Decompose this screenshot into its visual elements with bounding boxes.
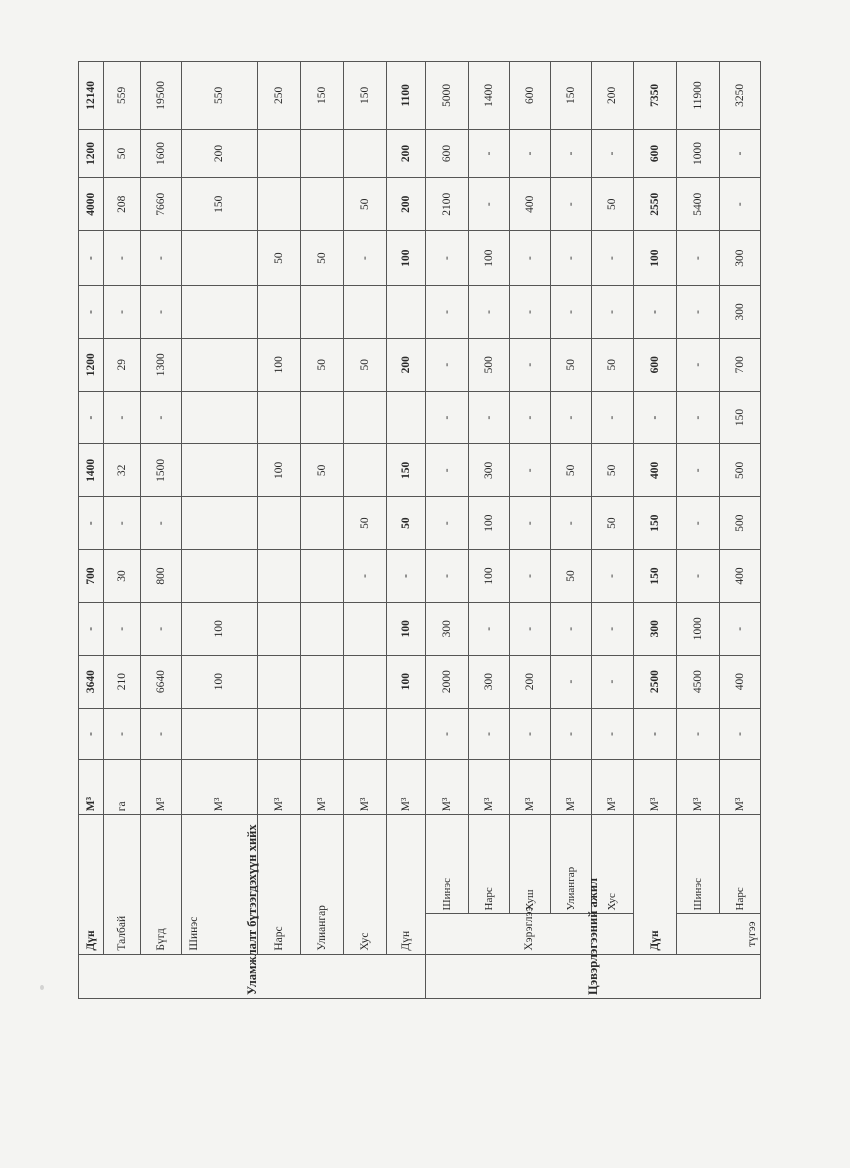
cell: 7660: [140, 178, 181, 231]
cell: [343, 708, 386, 760]
cell: 50: [300, 444, 343, 497]
cell: 150: [181, 178, 257, 231]
cell: -: [103, 391, 140, 444]
cell: -: [592, 286, 633, 339]
row-label: Улиангар: [300, 815, 343, 954]
cell: [181, 286, 257, 339]
cell: 500: [719, 444, 760, 497]
cell: [300, 602, 343, 655]
rotated-table-frame: [78, 61, 761, 999]
cell: 150: [300, 62, 343, 130]
cell: 1200: [79, 129, 104, 178]
group-stock: [676, 914, 760, 954]
cell: 50: [300, 231, 343, 286]
group-harvest: [426, 906, 633, 954]
cell: 50: [343, 497, 386, 550]
cell: -: [510, 391, 551, 444]
cell: -: [551, 602, 592, 655]
cell: [181, 497, 257, 550]
row-label: Талбай: [103, 815, 140, 954]
table-row: [633, 62, 676, 999]
cell: -: [140, 391, 181, 444]
table-row: [426, 62, 469, 999]
cell: 50: [592, 497, 633, 550]
cell: -: [426, 286, 469, 339]
row-unit: М³: [469, 760, 510, 815]
cell: [257, 708, 300, 760]
cell: 600: [633, 338, 676, 391]
cell: 3250: [719, 62, 760, 130]
cell: -: [510, 129, 551, 178]
cell: -: [426, 231, 469, 286]
cell: [181, 231, 257, 286]
table-row: [551, 62, 592, 999]
cell: [343, 444, 386, 497]
cell: -: [592, 129, 633, 178]
row-unit: М³: [633, 760, 676, 815]
cell: [257, 602, 300, 655]
cell: 100: [387, 231, 426, 286]
cell: [343, 391, 386, 444]
cell: -: [551, 178, 592, 231]
cell: -: [510, 708, 551, 760]
cell: -: [633, 286, 676, 339]
cell: [181, 338, 257, 391]
cell: 1400: [79, 444, 104, 497]
cell: -: [551, 129, 592, 178]
cell: 29: [103, 338, 140, 391]
category-label: Уламжлалт бүтээгдэхүүн хийх: [244, 824, 259, 995]
cell: -: [676, 497, 719, 550]
cell: 150: [551, 62, 592, 130]
cell: [181, 444, 257, 497]
scan-speck: [40, 985, 44, 990]
cell: -: [551, 655, 592, 708]
cell: 1100: [387, 62, 426, 130]
cell: -: [140, 286, 181, 339]
cell: 100: [181, 655, 257, 708]
cell: 3640: [79, 655, 104, 708]
cell: -: [426, 550, 469, 603]
cell: -: [510, 231, 551, 286]
cell: -: [79, 497, 104, 550]
cell: 600: [510, 62, 551, 130]
cell: 50: [387, 497, 426, 550]
cell: 30: [103, 550, 140, 603]
cell: 600: [426, 129, 469, 178]
cell: -: [510, 444, 551, 497]
cell: 300: [719, 286, 760, 339]
cell: 50: [592, 178, 633, 231]
cell: 50: [551, 338, 592, 391]
cell: [343, 602, 386, 655]
row-label: Дүн: [633, 815, 676, 954]
cell: 500: [469, 338, 510, 391]
table-row: [300, 62, 343, 999]
row-unit: М³: [257, 760, 300, 815]
cell: 50: [343, 338, 386, 391]
cell: 300: [719, 231, 760, 286]
cell: -: [103, 602, 140, 655]
cell: 12140: [79, 62, 104, 130]
cell: 500: [719, 497, 760, 550]
cell: 400: [719, 550, 760, 603]
cell: [300, 178, 343, 231]
cell: [343, 286, 386, 339]
cell: -: [676, 391, 719, 444]
cell: 4500: [676, 655, 719, 708]
cell: -: [592, 655, 633, 708]
category-label: Цэвэрлэгээний ажил: [585, 877, 600, 995]
cell: -: [592, 708, 633, 760]
cell: 11900: [676, 62, 719, 130]
cell: -: [103, 286, 140, 339]
cell: 1000: [676, 129, 719, 178]
row-unit: М³: [676, 760, 719, 815]
table-row: [510, 62, 551, 999]
cell: 50: [103, 129, 140, 178]
cell: 300: [469, 655, 510, 708]
cell: 250: [257, 62, 300, 130]
cell: -: [469, 286, 510, 339]
row-label: Дүн: [79, 815, 104, 954]
cell: [257, 550, 300, 603]
table-row: [592, 62, 633, 999]
cell: -: [140, 708, 181, 760]
row-unit: М³: [719, 760, 760, 815]
row-label: Хуш: [510, 815, 551, 914]
cell: 4000: [79, 178, 104, 231]
cell: -: [551, 231, 592, 286]
cell: -: [633, 708, 676, 760]
table-row: [343, 62, 386, 999]
cell: 50: [257, 231, 300, 286]
row-label: Нарс: [469, 815, 510, 914]
cell: 150: [387, 444, 426, 497]
table-row: [257, 62, 300, 999]
cell: 32: [103, 444, 140, 497]
cell: 550: [181, 62, 257, 130]
cell: 6640: [140, 655, 181, 708]
cell: 19500: [140, 62, 181, 130]
cell: -: [592, 231, 633, 286]
cell: 600: [633, 129, 676, 178]
row-label: Бүгд: [140, 815, 181, 954]
cell: 150: [633, 497, 676, 550]
cell: 100: [257, 444, 300, 497]
cell: 5400: [676, 178, 719, 231]
cell: 200: [181, 129, 257, 178]
cell: -: [79, 391, 104, 444]
cell: -: [592, 550, 633, 603]
cell: 7350: [633, 62, 676, 130]
cell: [300, 497, 343, 550]
cell: [300, 391, 343, 444]
cell: [387, 286, 426, 339]
cell: -: [426, 708, 469, 760]
cell: -: [469, 178, 510, 231]
cell: 50: [551, 444, 592, 497]
row-label: Дүн: [387, 815, 426, 954]
cell: [181, 550, 257, 603]
cell: [257, 655, 300, 708]
cell: 2100: [426, 178, 469, 231]
table-row: [387, 62, 426, 999]
table-row: [79, 62, 104, 999]
cell: 1400: [469, 62, 510, 130]
cell: 100: [387, 655, 426, 708]
cell: -: [103, 708, 140, 760]
cell: 100: [469, 497, 510, 550]
cell: -: [676, 444, 719, 497]
cell: 400: [633, 444, 676, 497]
cell: 100: [387, 602, 426, 655]
cell: [300, 129, 343, 178]
forestry-table: [78, 61, 761, 999]
cell: -: [79, 602, 104, 655]
cell: 100: [469, 550, 510, 603]
cell: 559: [103, 62, 140, 130]
cell: -: [140, 231, 181, 286]
cell: -: [469, 129, 510, 178]
cell: [257, 129, 300, 178]
category-label: түгээ: [746, 921, 758, 947]
cell: 2550: [633, 178, 676, 231]
cell: 300: [469, 444, 510, 497]
cell: 2500: [633, 655, 676, 708]
table-row: [140, 62, 181, 999]
cell: 700: [719, 338, 760, 391]
cell: 208: [103, 178, 140, 231]
cell: 200: [592, 62, 633, 130]
cell: -: [676, 550, 719, 603]
cell: -: [719, 178, 760, 231]
cell: [300, 708, 343, 760]
row-unit: М³: [79, 760, 104, 815]
cell: 5000: [426, 62, 469, 130]
table-row: [719, 62, 760, 999]
cell: 400: [510, 178, 551, 231]
cell: -: [469, 708, 510, 760]
cell: 100: [181, 602, 257, 655]
cell: -: [343, 231, 386, 286]
cell: 50: [551, 550, 592, 603]
cell: 1300: [140, 338, 181, 391]
cell: -: [510, 286, 551, 339]
cell: 210: [103, 655, 140, 708]
row-unit: га: [103, 760, 140, 815]
cell: -: [592, 602, 633, 655]
cell: -: [676, 338, 719, 391]
cell: 200: [510, 655, 551, 708]
cell: 50: [300, 338, 343, 391]
cell: [257, 178, 300, 231]
cell: 100: [257, 338, 300, 391]
cell: 2000: [426, 655, 469, 708]
cell: -: [140, 602, 181, 655]
cell: -: [551, 391, 592, 444]
row-label: Хус: [343, 815, 386, 954]
cell: -: [676, 708, 719, 760]
row-label: Шинэс: [426, 815, 469, 914]
row-label: Улиангар: [551, 815, 592, 914]
cell: -: [551, 497, 592, 550]
row-label: Шинэс: [181, 815, 257, 954]
cell: -: [719, 129, 760, 178]
cell: -: [551, 286, 592, 339]
table-row: [469, 62, 510, 999]
cell: 700: [79, 550, 104, 603]
cell: -: [469, 391, 510, 444]
cell: -: [343, 550, 386, 603]
cell: -: [551, 708, 592, 760]
cell: 1200: [79, 338, 104, 391]
cell: 1500: [140, 444, 181, 497]
cell: [257, 391, 300, 444]
cell: -: [426, 444, 469, 497]
cell: -: [510, 602, 551, 655]
row-unit: М³: [300, 760, 343, 815]
cell: -: [633, 391, 676, 444]
cell: -: [426, 338, 469, 391]
cell: [181, 708, 257, 760]
cell: 50: [343, 178, 386, 231]
cell: 300: [633, 602, 676, 655]
cell: -: [79, 708, 104, 760]
cell: 200: [387, 338, 426, 391]
cell: -: [103, 497, 140, 550]
row-unit: М³: [510, 760, 551, 815]
cell: 150: [633, 550, 676, 603]
cell: 50: [592, 338, 633, 391]
row-label: Нарс: [257, 815, 300, 954]
category-label: Хэрэглээ: [523, 906, 536, 951]
cell: 100: [469, 231, 510, 286]
cell: -: [140, 497, 181, 550]
cell: -: [510, 550, 551, 603]
cell: 300: [426, 602, 469, 655]
cell: [257, 497, 300, 550]
cell: -: [676, 286, 719, 339]
cell: [387, 708, 426, 760]
cell: [343, 129, 386, 178]
row-unit: М³: [551, 760, 592, 815]
row-unit: М³: [181, 760, 257, 815]
row-unit: М³: [387, 760, 426, 815]
row-label: Нарс: [719, 815, 760, 914]
cell: [300, 655, 343, 708]
cell: [343, 655, 386, 708]
cell: -: [79, 286, 104, 339]
cell: -: [719, 602, 760, 655]
cell: 100: [633, 231, 676, 286]
row-unit: М³: [140, 760, 181, 815]
cell: -: [469, 602, 510, 655]
cell: [257, 286, 300, 339]
cell: [300, 286, 343, 339]
cell: 50: [592, 444, 633, 497]
cell: [181, 391, 257, 444]
cell: 200: [387, 129, 426, 178]
row-unit: М³: [426, 760, 469, 815]
cell: -: [103, 231, 140, 286]
cell: -: [719, 708, 760, 760]
row-unit: М³: [592, 760, 633, 815]
cell: -: [387, 550, 426, 603]
cell: -: [510, 338, 551, 391]
cell: 150: [719, 391, 760, 444]
table-row: [103, 62, 140, 999]
cell: [387, 391, 426, 444]
cell: 150: [343, 62, 386, 130]
cell: -: [426, 497, 469, 550]
cell: [300, 550, 343, 603]
cell: 400: [719, 655, 760, 708]
row-unit: М³: [343, 760, 386, 815]
cell: 1600: [140, 129, 181, 178]
cell: -: [79, 231, 104, 286]
cell: 200: [387, 178, 426, 231]
cell: -: [676, 231, 719, 286]
cell: -: [426, 391, 469, 444]
rotated-table: [78, 61, 761, 999]
row-label: Шинэс: [676, 815, 719, 914]
row-label: Хус: [592, 815, 633, 914]
cell: -: [510, 497, 551, 550]
cell: 800: [140, 550, 181, 603]
cell: -: [592, 391, 633, 444]
table-row: [676, 62, 719, 999]
cell: 1000: [676, 602, 719, 655]
